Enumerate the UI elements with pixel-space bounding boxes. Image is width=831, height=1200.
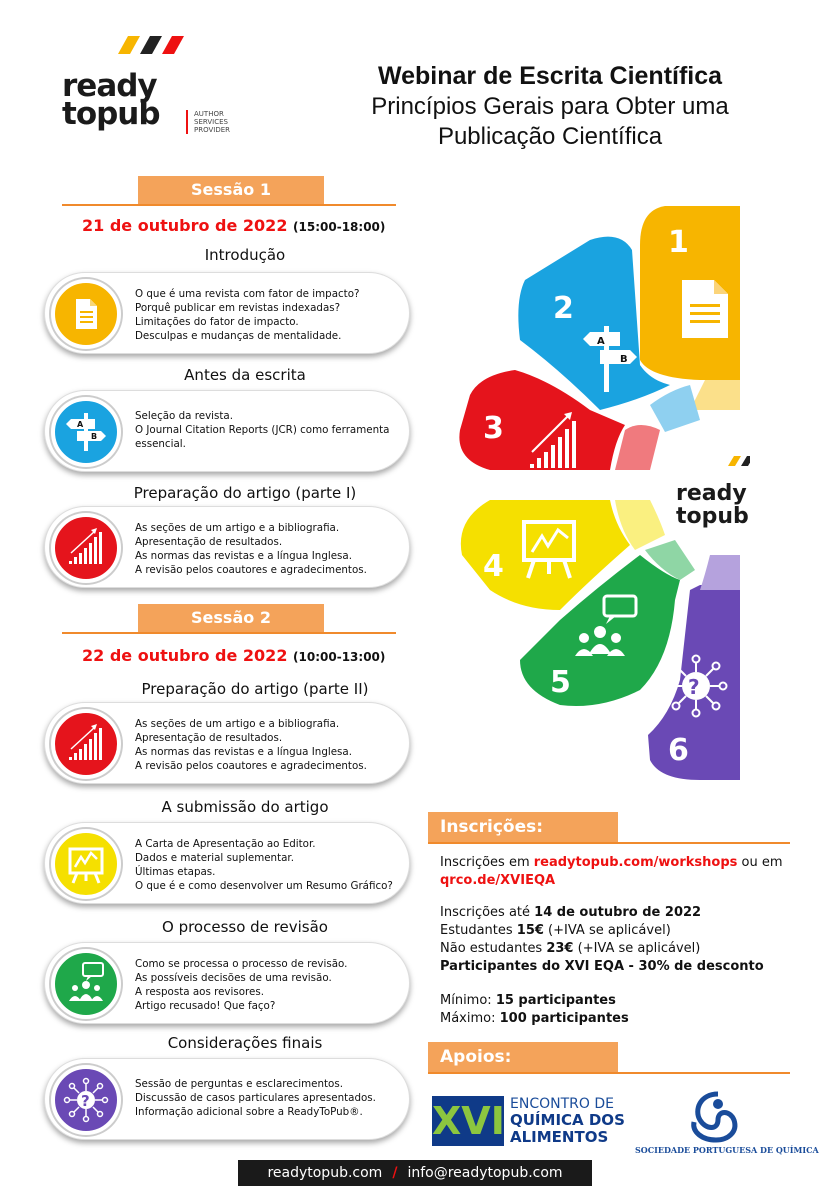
- section-items: Como se processa o processo de revisão. As possíveis decisões de uma revisão. A resposta aos revisores. Artigo recusado! Que faço?: [135, 958, 348, 1012]
- logo-stripes: [118, 36, 188, 54]
- inscricoes-limits: Mínimo: 15 participantes Máximo: 100 participantes: [440, 993, 629, 1026]
- section-title-submissao: A submissão do artigo: [161, 798, 329, 816]
- section-title-preparacao-1: Preparação do artigo (parte I): [133, 484, 357, 502]
- header: [290, 60, 810, 152]
- section-card-introducao: [44, 272, 410, 354]
- footer-site-link[interactable]: readytopub.com: [267, 1165, 383, 1181]
- section-title-preparacao-2: Preparação do artigo (parte II): [141, 680, 369, 698]
- svg-text:3: 3: [483, 411, 504, 446]
- section-title-introducao: Introdução: [204, 246, 286, 264]
- spq-name: SOCIEDADE PORTUGUESA DE QUÍMICA: [635, 1145, 819, 1155]
- session2-date: 22 de outubro de 2022 (10:00-13:00): [82, 646, 386, 665]
- svg-text:?: ?: [81, 1092, 90, 1110]
- xvi-eqa-line2: QUÍMICA DOS ALIMENTOS: [510, 1111, 625, 1146]
- svg-text:4: 4: [483, 549, 504, 584]
- footer-email-link[interactable]: info@readytopub.com: [407, 1165, 563, 1181]
- svg-text:?: ?: [688, 675, 700, 699]
- section-items: A Carta de Apresentação ao Editor. Dados e material suplementar. Últimas etapas. O que é e como desenvolver um Resumo Gráfico?: [135, 838, 393, 892]
- page-title: Webinar de Escrita Científica: [377, 62, 723, 90]
- svg-text:A: A: [597, 336, 605, 347]
- inscricoes-pricing: Inscrições até 14 de outubro de 2022 Estudantes 15€ (+IVA se aplicável) Não estudantes 23€ (+IVA se aplicável) Participantes do XVI EQA - 30% de desconto: [440, 905, 764, 974]
- section-title-consideracoes: Considerações finais: [167, 1034, 323, 1052]
- section-card-preparacao-1: [44, 506, 410, 588]
- inscricoes-divider: [428, 842, 790, 844]
- svg-text:ready: ready: [676, 481, 747, 506]
- session2-divider: [62, 632, 396, 634]
- svg-text:A: A: [77, 420, 84, 429]
- qrco-link[interactable]: qrco.de/XVIEQA: [440, 873, 556, 888]
- easel-icon: [51, 829, 121, 899]
- page-subtitle-line1: Princípios Gerais para Obter uma: [371, 93, 729, 120]
- group-chat-icon: [51, 949, 121, 1019]
- session1-label: Sessão 1: [138, 176, 324, 204]
- session1-divider: [62, 204, 396, 206]
- spq-logo: [688, 1090, 748, 1144]
- workshops-link[interactable]: readytopub.com/workshops: [533, 855, 738, 870]
- footer-contact: [238, 1160, 592, 1186]
- document-icon: [682, 280, 728, 338]
- section-card-revisao: [44, 942, 410, 1024]
- logo-word-topub: topub: [62, 96, 160, 132]
- document-icon: [51, 279, 121, 349]
- xvi-eqa-line1: ENCONTRO DE: [510, 1096, 614, 1112]
- svg-text:topub: topub: [676, 504, 749, 529]
- section-card-preparacao-2: [44, 702, 410, 784]
- page-subtitle-line2: Publicação Científica: [437, 123, 663, 150]
- section-items: As seções de um artigo e a bibliografia. Apresentação de resultados. As normas das revistas e a língua Inglesa. A revisão pelos coautores e agradecimentos.: [135, 718, 367, 772]
- session2-label: Sessão 2: [138, 604, 324, 632]
- question-network-icon: [51, 1065, 121, 1135]
- section-title-revisao: O processo de revisão: [162, 918, 328, 936]
- logo-tagline: AUTHOR SERVICES PROVIDER: [186, 110, 230, 134]
- svg-text:B: B: [620, 354, 628, 365]
- svg-text:1: 1: [668, 225, 689, 260]
- inscricoes-links: Inscrições em readytopub.com/workshops ou em qrco.de/XVIEQA: [440, 855, 783, 888]
- section-items: Seleção da revista. O Journal Citation Reports (JCR) como ferramenta essencial.: [135, 410, 390, 450]
- bar-chart-icon: [51, 513, 121, 583]
- signpost-icon: [51, 397, 121, 467]
- section-title-antes-escrita: Antes da escrita: [184, 366, 306, 384]
- section-card-consideracoes: [44, 1058, 410, 1140]
- topics-wheel: [440, 200, 750, 800]
- bar-chart-icon: [51, 709, 121, 779]
- svg-text:5: 5: [550, 665, 571, 700]
- section-card-submissao: [44, 822, 410, 904]
- section-items: Sessão de perguntas e esclarecimentos. Discussão de casos particulares apresentados. Informação adicional sobre a ReadyToPub®.: [135, 1078, 376, 1118]
- svg-text:6: 6: [668, 733, 689, 768]
- svg-text:B: B: [91, 432, 98, 441]
- session1-date: 21 de outubro de 2022 (15:00-18:00): [82, 216, 386, 235]
- logo-word-ready: ready: [62, 68, 157, 104]
- apoios-divider: [428, 1072, 790, 1074]
- section-card-antes-escrita: [44, 390, 410, 472]
- xvi-eqa-logo: XVI: [432, 1096, 504, 1146]
- svg-text:2: 2: [553, 291, 574, 326]
- apoios-label: Apoios:: [428, 1042, 618, 1072]
- section-items: As seções de um artigo e a bibliografia. Apresentação de resultados. As normas das revistas e a língua Inglesa. A revisão pelos coautores e agradecimentos.: [135, 522, 367, 576]
- slash-icon: /: [392, 1165, 398, 1181]
- section-items: O que é uma revista com fator de impacto? Porquê publicar em revistas indexadas? Limitações do fator de impacto. Desculpas e mudanças de mentalidade.: [135, 288, 360, 342]
- inscricoes-label: Inscrições:: [428, 812, 618, 842]
